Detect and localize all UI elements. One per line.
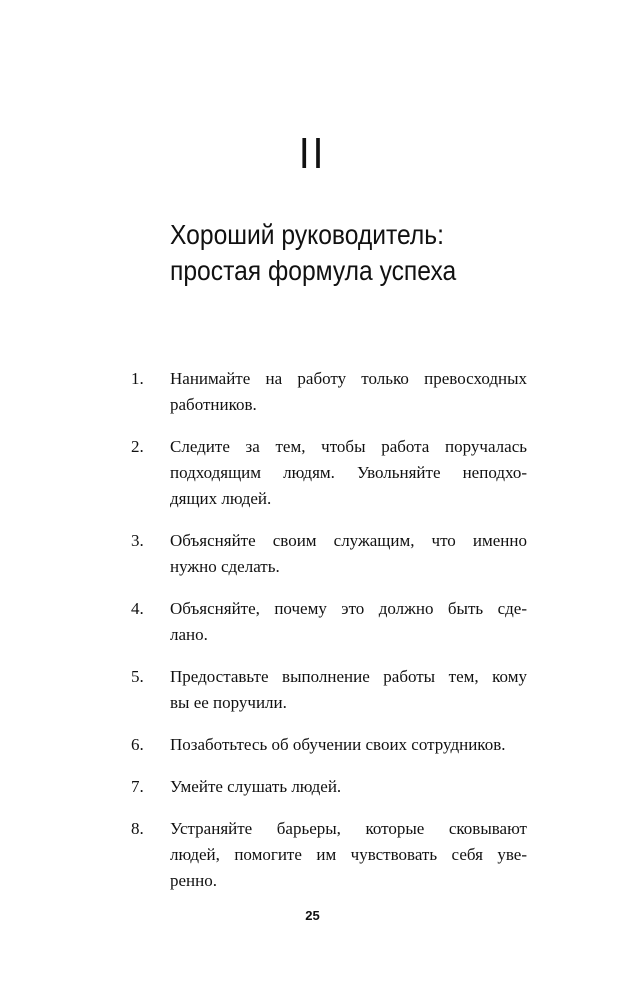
rule-number: 6. [131,735,144,754]
rule-line: Позаботьтесь об обучении своих сотрудников. [170,735,506,754]
rule-line: Умейте слушать людей. [170,777,342,796]
rule-number: 2. [131,437,144,456]
rule-text [170,816,527,894]
page-number: 25 [305,908,320,923]
chapter-title-line: простая формула успеха [170,255,457,286]
rules-list [131,366,527,910]
part-number: II [298,129,327,178]
rule-number: 4. [131,599,144,618]
rule-number: 1. [131,369,144,388]
list-item [131,816,527,894]
list-item [131,366,527,418]
rule-number: 8. [131,819,144,838]
list-item [131,434,527,512]
rule-line: Объясняйте своим служащим, что именно [170,531,527,550]
rule-text [170,732,527,758]
rule-text [170,434,527,512]
rule-line: Предоставьте выполнение работы тем, кому [170,667,527,686]
rule-line: людей, помогите им чувствовать себя уве- [170,845,527,864]
list-item [131,528,527,580]
list-item [131,732,527,758]
rule-number: 5. [131,667,144,686]
list-item [131,664,527,716]
rule-line: Объясняйте, почему это должно быть сде- [170,599,527,618]
rule-text [170,528,527,580]
rule-line: подходящим людям. Увольняйте неподхо- [170,463,527,482]
rule-line: ренно. [170,871,217,890]
rule-line: Устраняйте барьеры, которые сковывают [170,819,527,838]
rule-number: 7. [131,777,144,796]
rule-line: вы ее поручили. [170,693,287,712]
chapter-title-line: Хороший руководитель: [170,219,444,250]
rule-text [170,596,527,648]
rule-line: лано. [170,625,208,644]
list-item [131,596,527,648]
rule-text [170,664,527,716]
list-item [131,774,527,800]
rule-number: 3. [131,531,144,550]
rule-text [170,366,527,418]
rule-line: нужно сделать. [170,557,280,576]
rule-line: Нанимайте на работу только превосходных [170,369,527,388]
rule-line: работников. [170,395,257,414]
rule-text [170,774,527,800]
rule-line: Следите за тем, чтобы работа поручалась [170,437,527,456]
chapter-title [170,217,457,289]
rule-line: дящих людей. [170,489,272,508]
